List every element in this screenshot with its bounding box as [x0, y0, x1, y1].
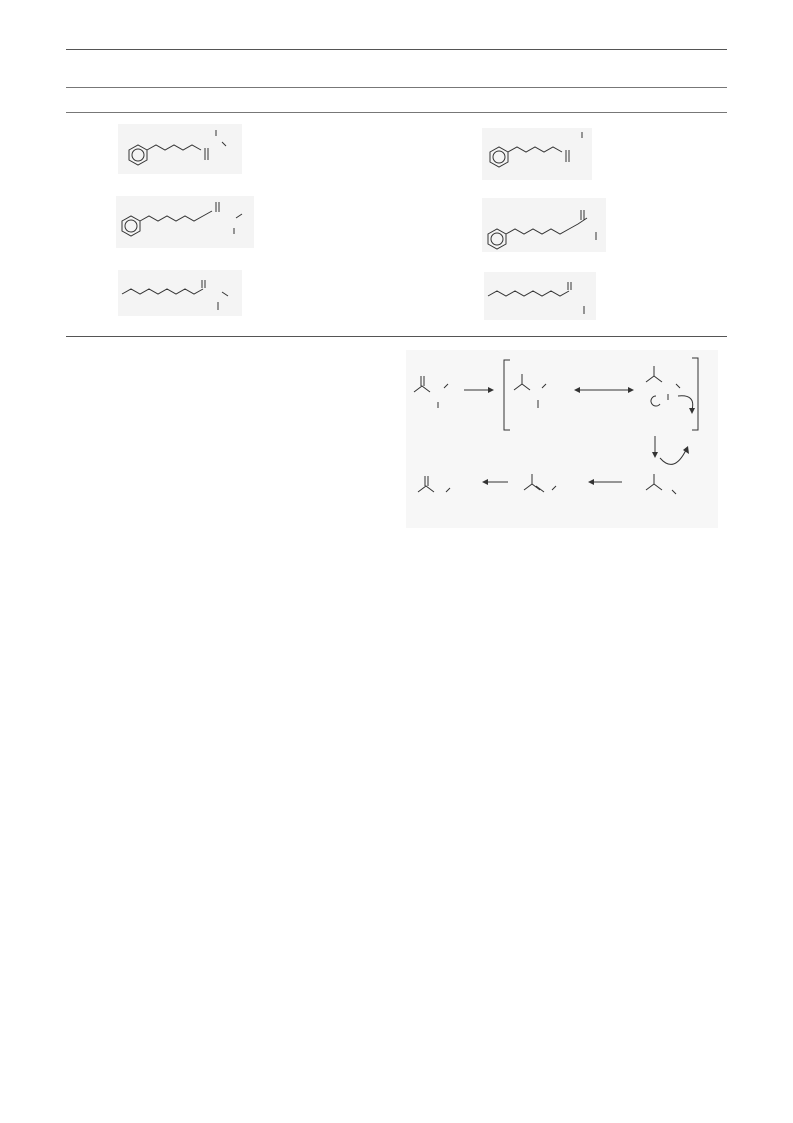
table-header-rule [66, 87, 727, 88]
structure-compound-6 [484, 272, 596, 320]
table-bottom-rule [66, 336, 727, 337]
scheme-intermediate-d [524, 474, 556, 492]
table-top-rule [66, 49, 727, 50]
bracket-left [504, 360, 510, 430]
table-header-bottom-rule [66, 112, 727, 113]
scheme-reactant [414, 376, 448, 408]
bracket-right [692, 358, 698, 430]
scheme-intermediate-a [514, 374, 546, 408]
mechanism-scheme [406, 350, 718, 528]
structure-compound-5 [118, 270, 242, 316]
scheme-product [418, 476, 450, 492]
structure-compound-4 [482, 198, 606, 252]
structure-compound-2 [482, 128, 592, 180]
structure-compound-1 [118, 124, 242, 174]
scheme-intermediate-c [646, 474, 676, 494]
scheme-intermediate-b [646, 366, 695, 414]
structure-compound-3 [116, 196, 254, 248]
